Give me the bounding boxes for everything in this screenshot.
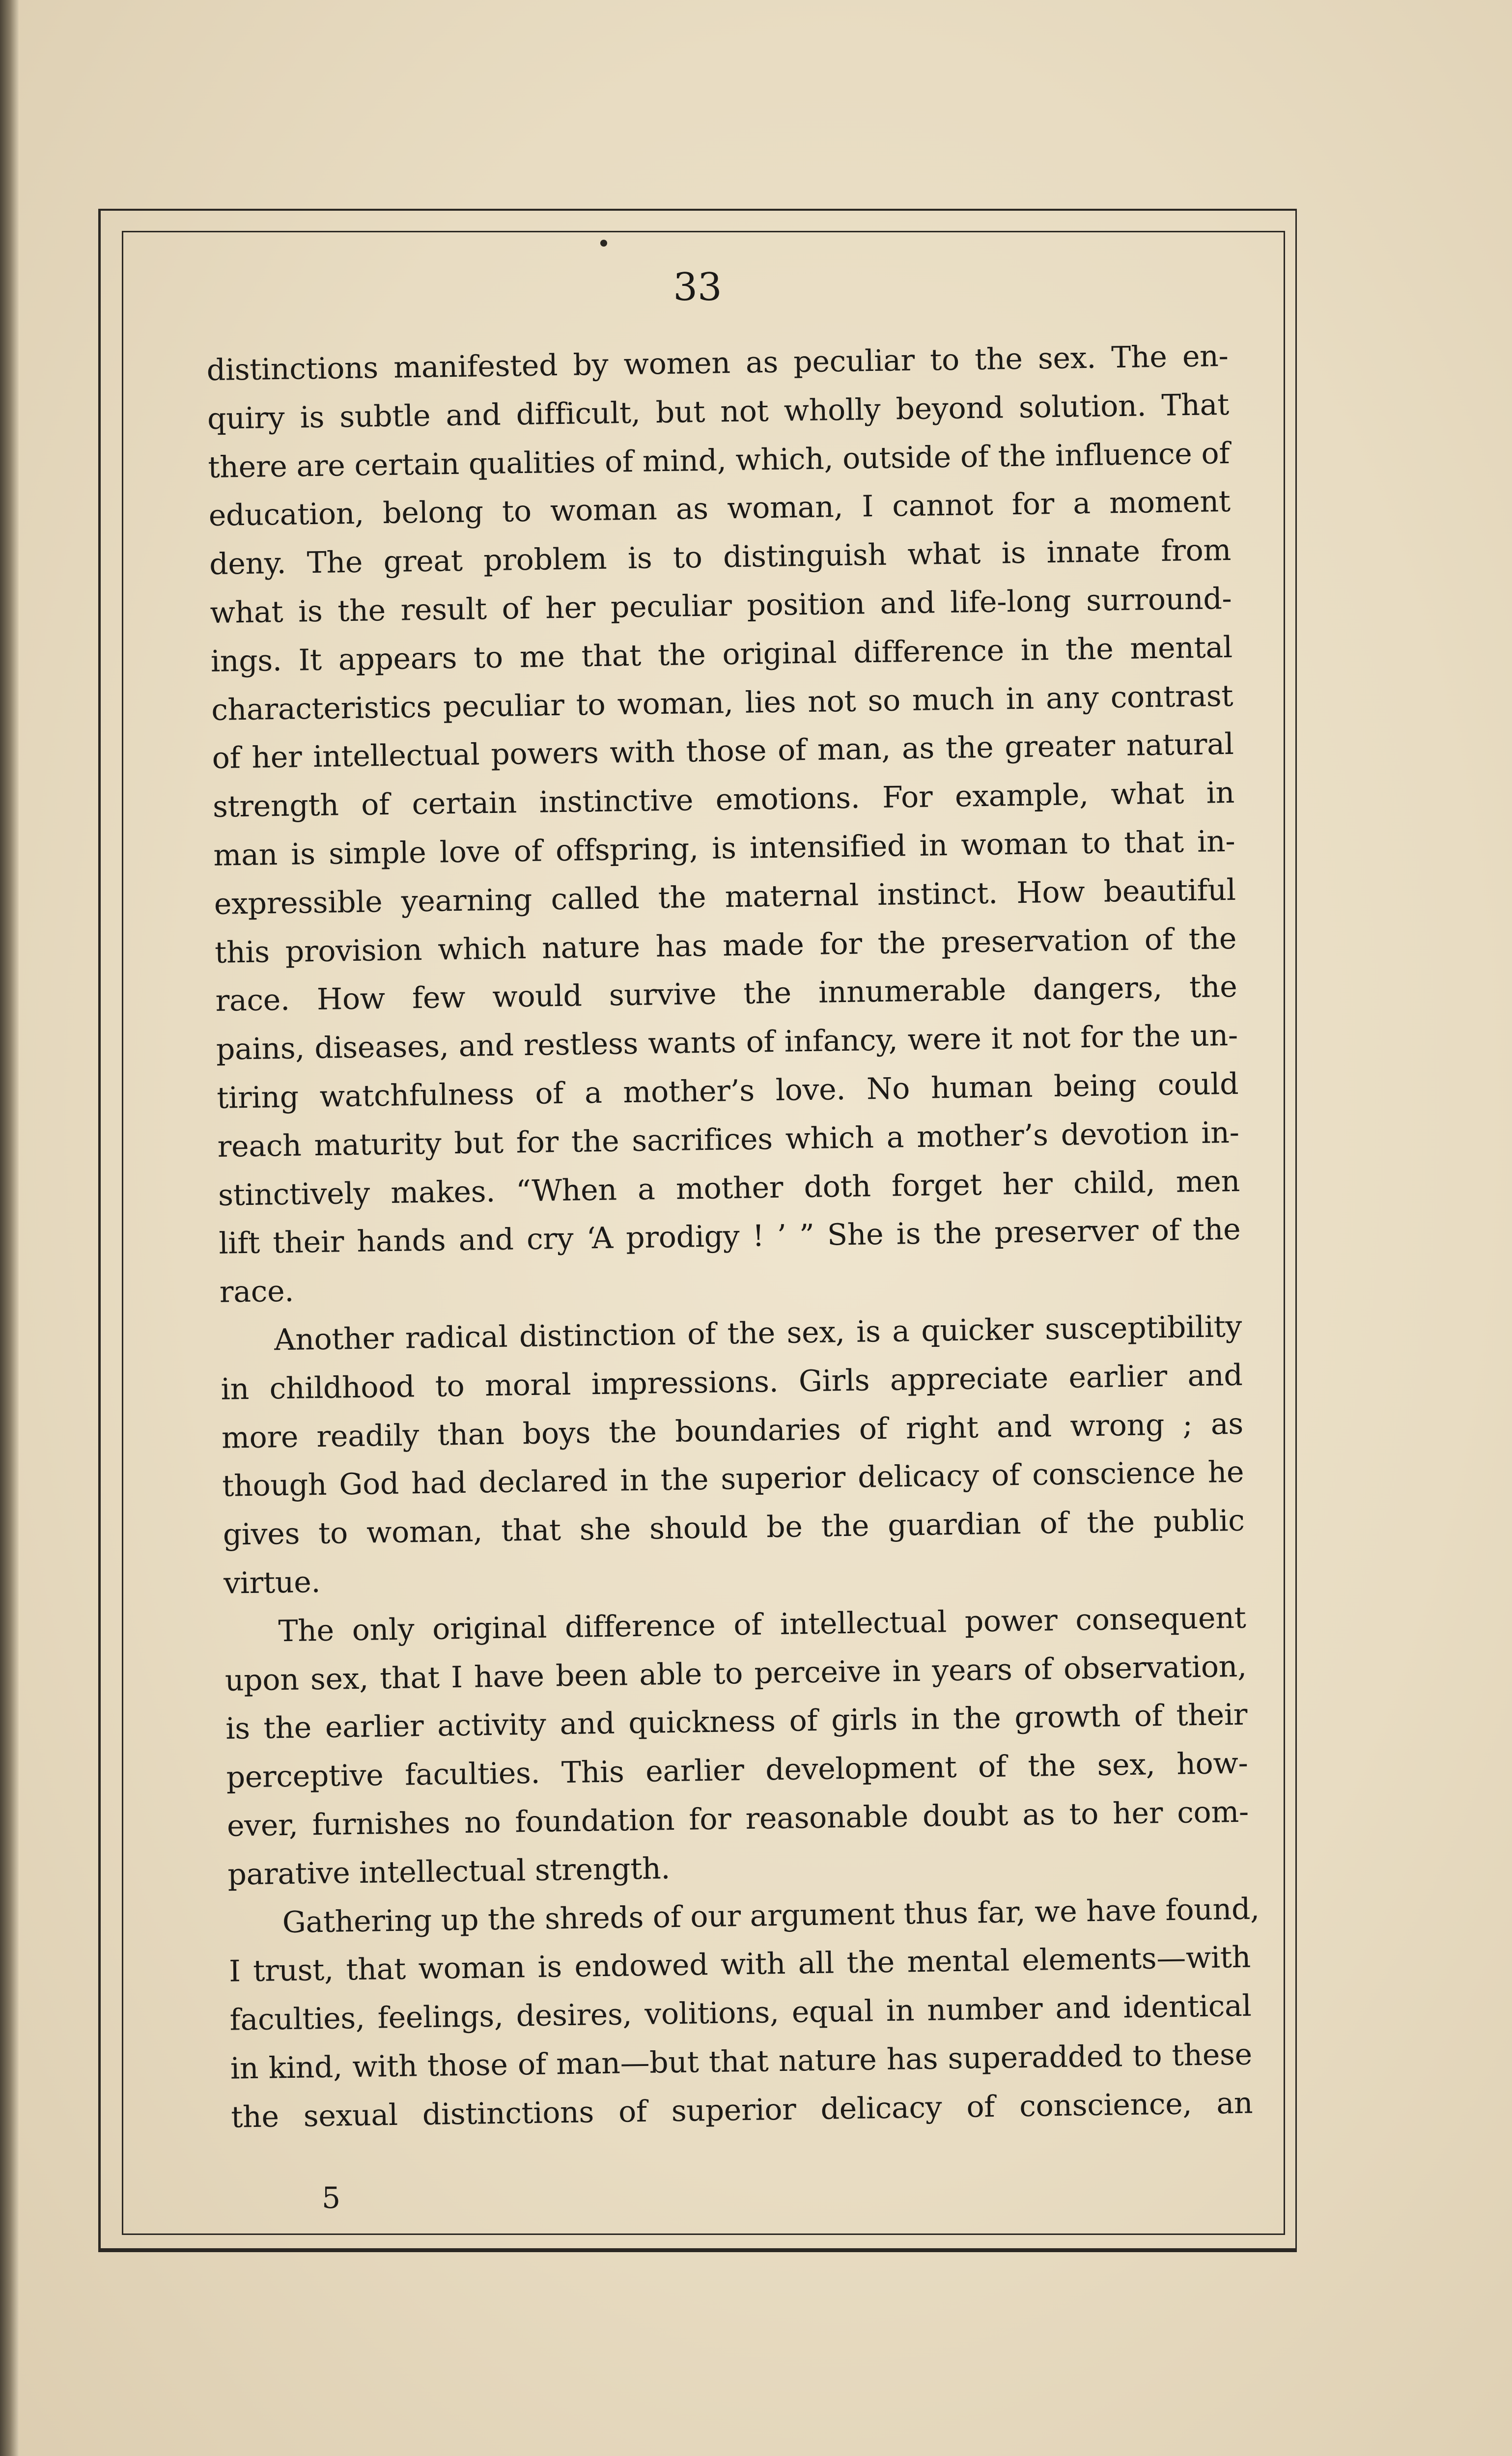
text-line: man is simple love of offspring, is intensified in woman to that in-: [213, 824, 1235, 873]
text-line: deny. The great problem is to distinguish what is innate from: [209, 533, 1232, 582]
text-line: pains, diseases, and restless wants of infancy, were it not for the un-: [216, 1018, 1238, 1067]
text-line: this provision which nature has made for the preservation of the: [214, 921, 1237, 970]
text-line: expressible yearning called the maternal instinct. How beautiful: [214, 872, 1236, 921]
book-spine-shadow: [0, 0, 19, 2456]
text-line: upon sex, that I have been able to perceive in years of observation,: [224, 1649, 1247, 1698]
text-line: virtue.: [223, 1564, 321, 1601]
text-line: stinctively makes. “When a mother doth forget her child, men: [218, 1164, 1240, 1213]
text-line: gives to woman, that she should be the guardian of the public: [223, 1503, 1245, 1552]
text-line: in kind, with those of man—but that nature has superadded to these: [230, 2037, 1253, 2086]
text-line: race. How few would survive the innumerable dangers, the: [215, 970, 1237, 1019]
signature-mark: 5: [322, 2181, 341, 2215]
page-number: 33: [673, 265, 722, 309]
text-line: distinctions manifested by women as peculiar to the sex. The en-: [206, 338, 1229, 388]
text-line: lift their hands and cry ‘A prodigy ! ’ ” She is the preserver of the: [219, 1212, 1241, 1261]
text-line: education, belong to woman as woman, I cannot for a moment: [208, 484, 1231, 533]
text-line: the sexual distinctions of superior delicacy of conscience, an: [230, 2086, 1253, 2135]
text-line: Gathering up the shreds of our argument thus far, we have found,: [282, 1891, 1260, 1940]
text-line: tiring watchfulness of a mother’s love. No human being could: [216, 1066, 1239, 1116]
ink-dot: [600, 240, 607, 247]
text-line: quiry is subtle and difficult, but not wholly beyond solution. That: [207, 387, 1230, 436]
text-line: though God had declared in the superior delicacy of conscience he: [222, 1455, 1244, 1504]
text-line: strength of certain instinctive emotions. For example, what in: [212, 776, 1235, 825]
text-line: of her intellectual powers with those of man, as the greater natural: [212, 727, 1234, 776]
text-line: what is the result of her peculiar position and life-long surround-: [210, 581, 1232, 630]
text-line: I trust, that woman is endowed with all the mental elements—with: [228, 1940, 1251, 1989]
text-line: reach maturity but for the sacrifices which a mother’s devotion in-: [217, 1115, 1240, 1164]
text-line: there are certain qualities of mind, which, outside of the influence of: [207, 436, 1230, 485]
text-line: is the earlier activity and quickness of girls in the growth of their: [225, 1698, 1248, 1747]
text-line: race.: [219, 1274, 294, 1310]
text-line: The only original difference of intellectual power consequent: [278, 1600, 1246, 1648]
text-line: Another radical distinction of the sex, is a quicker susceptibility: [274, 1309, 1242, 1358]
text-line: in childhood to moral impressions. Girls appreciate earlier and: [221, 1358, 1243, 1407]
text-line: ever, furnishes no foundation for reasonable doubt as to her com-: [226, 1794, 1249, 1843]
body-text: [206, 332, 1260, 2142]
text-line: faculties, feelings, desires, volitions, equal in number and identical: [229, 1988, 1252, 2037]
text-line: characteristics peculiar to woman, lies not so much in any contrast: [211, 678, 1233, 727]
text-line: ings. It appears to me that the original difference in the mental: [210, 630, 1233, 679]
text-line: perceptive faculties. This earlier development of the sex, how-: [226, 1746, 1248, 1795]
text-line: parative intellectual strength.: [227, 1851, 671, 1892]
text-line: more readily than boys the boundaries of right and wrong ; as: [221, 1406, 1244, 1455]
